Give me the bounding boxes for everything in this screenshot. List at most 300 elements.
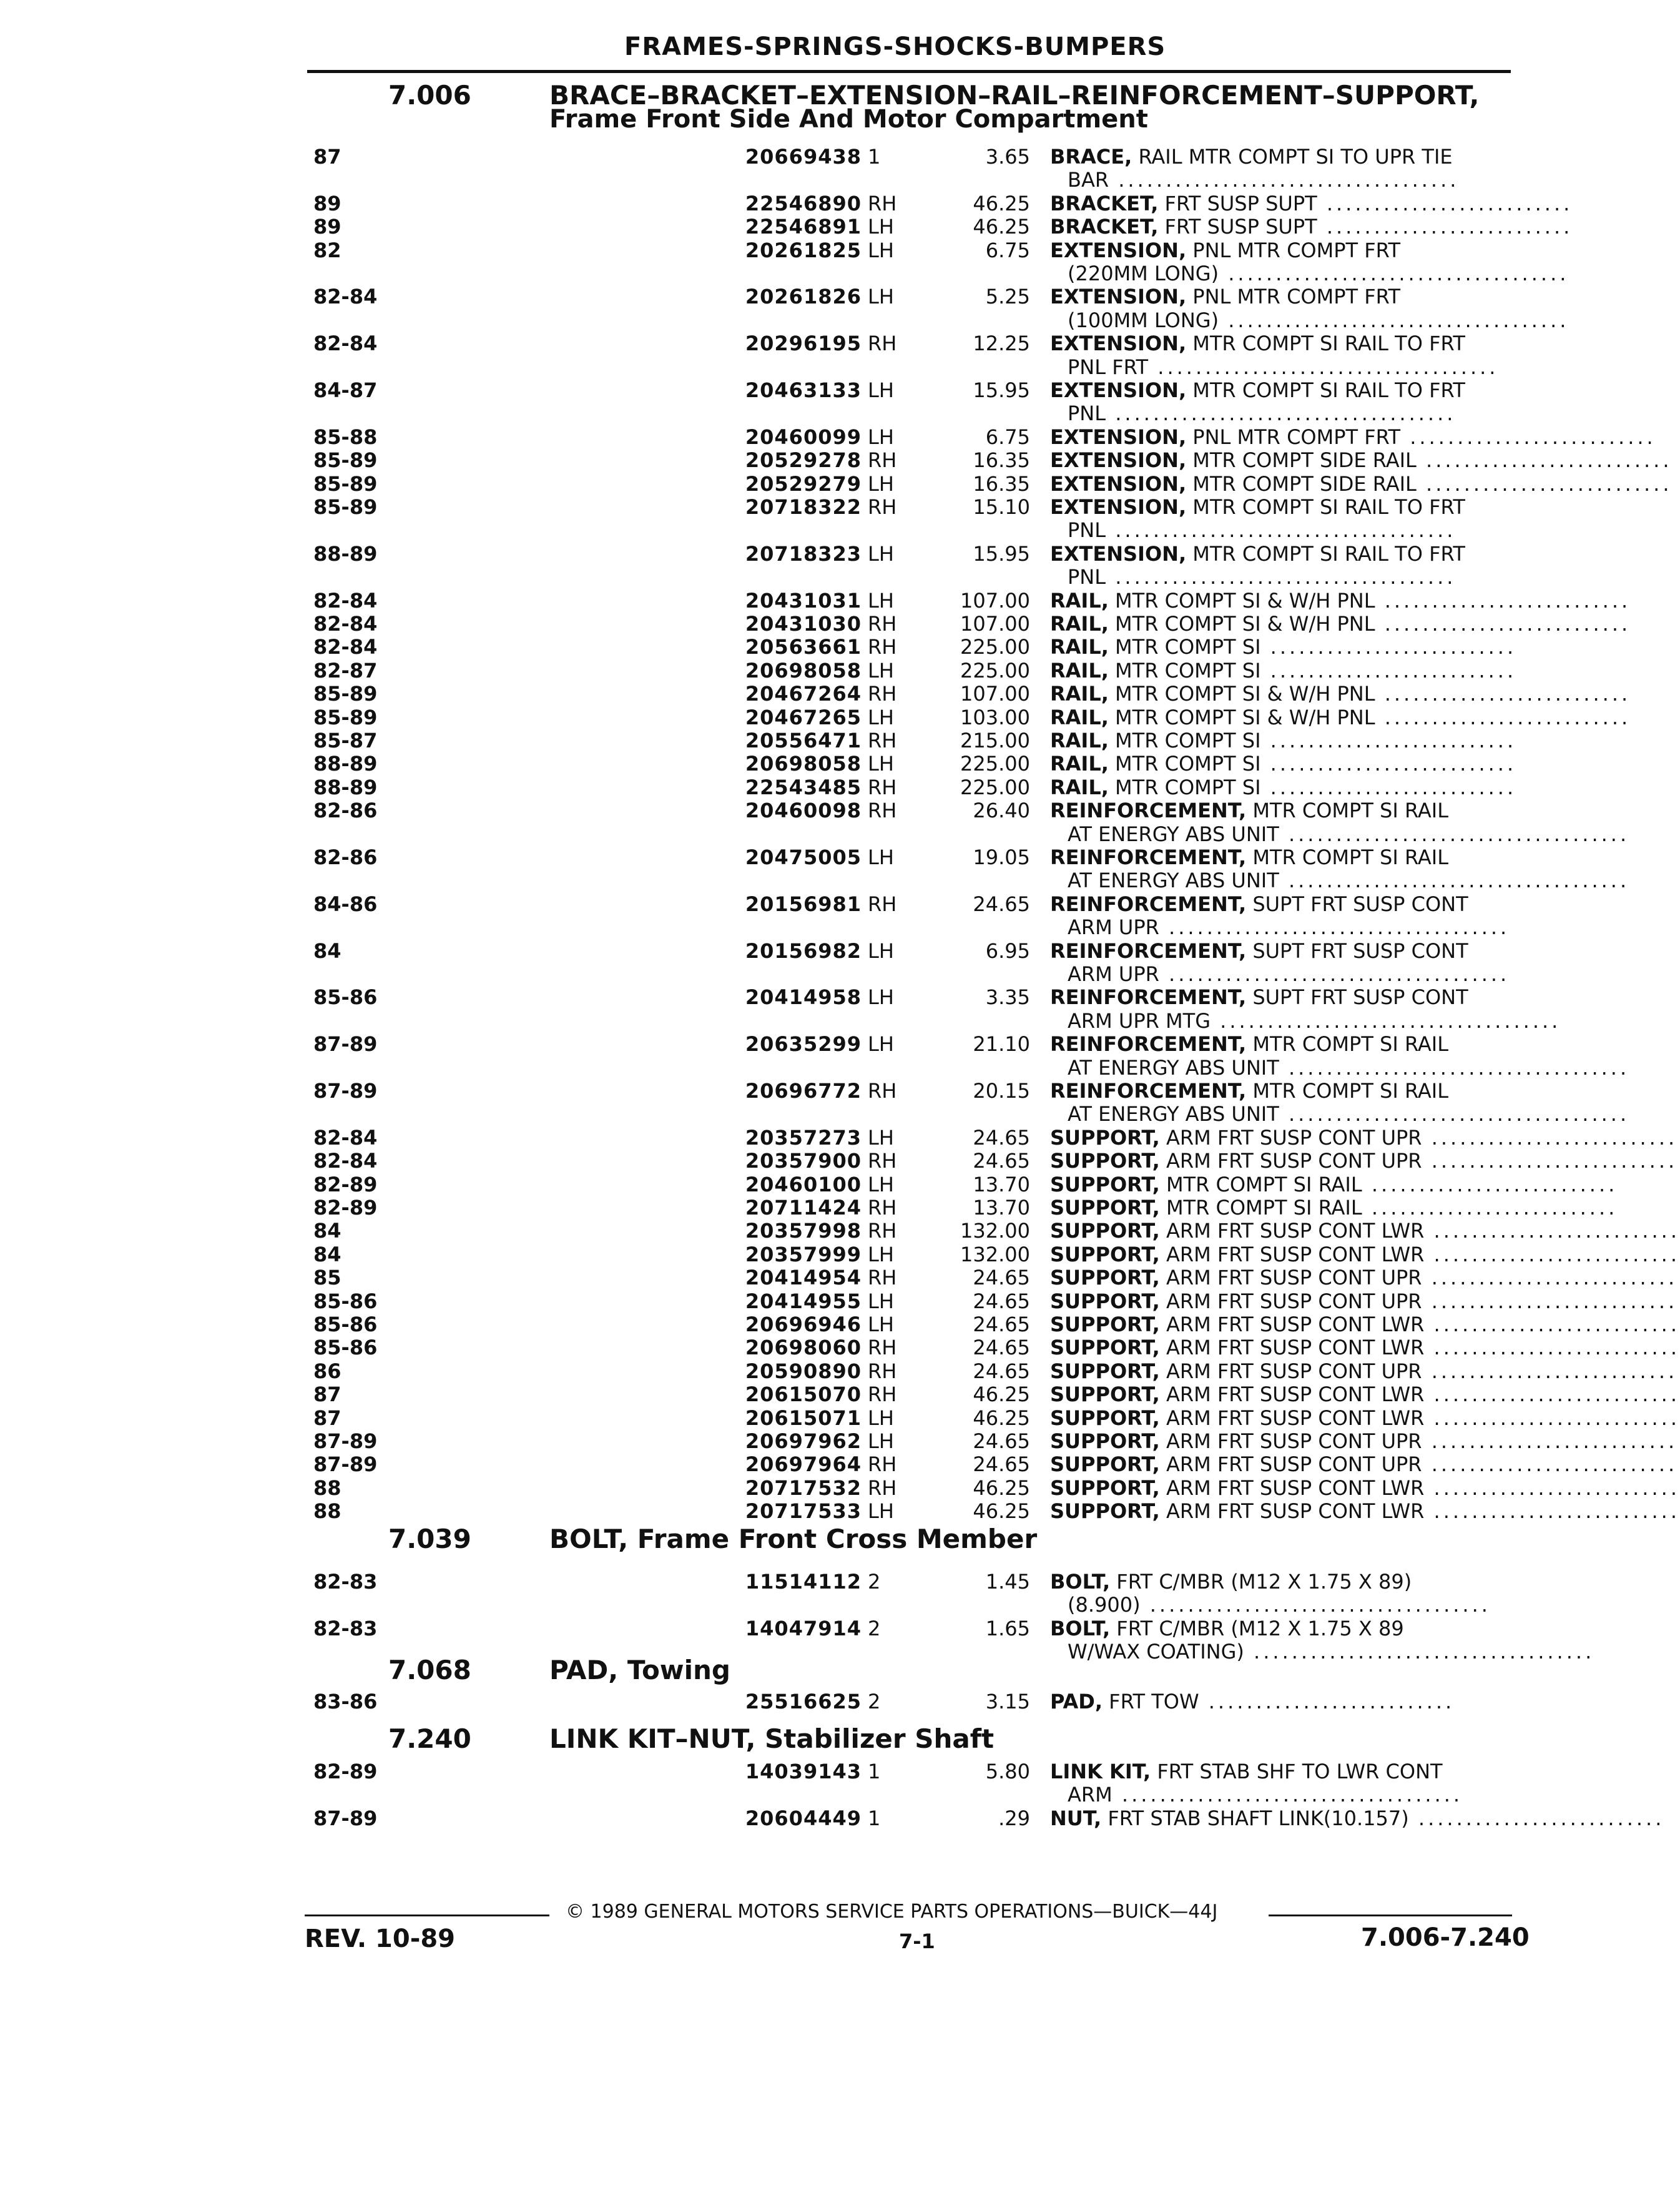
part-number: 20475005 <box>745 845 862 869</box>
parts-row <box>0 1219 1680 1243</box>
description <box>1050 588 1631 613</box>
leader-dots: .......................... <box>1416 448 1673 473</box>
model-years: 87-89 <box>313 1079 378 1103</box>
part-number: 22546890 <box>745 191 862 215</box>
quantity-side: 1 <box>868 145 881 169</box>
model-years: 85-88 <box>313 425 378 449</box>
section-title: LINK KIT–NUT, Stabilizer Shaft <box>549 1723 995 1754</box>
leader-dots: .......................... <box>1422 1429 1678 1453</box>
description-text: ARM FRT SUSP CONT LWR <box>1166 1406 1425 1430</box>
parts-row-continuation <box>0 262 1578 285</box>
spacer <box>1186 239 1192 262</box>
part-number: 11514112 <box>745 1570 862 1594</box>
quantity-side: RH <box>868 1359 897 1383</box>
quantity-side: LH <box>868 845 894 869</box>
description-text: ARM FRT SUSP CONT UPR <box>1166 1452 1422 1477</box>
description-noun: SUPPORT, <box>1050 1196 1160 1220</box>
model-years: 85-86 <box>313 1289 378 1313</box>
description <box>1050 1079 1512 1103</box>
price: 24.65 <box>973 1266 1030 1290</box>
leader-dots: .......................... <box>1424 1406 1680 1430</box>
price: 26.40 <box>973 799 1030 823</box>
parts-row <box>0 542 1578 566</box>
price: 24.65 <box>973 1429 1030 1453</box>
description-continuation <box>1068 262 1569 285</box>
description <box>1050 495 1512 519</box>
parts-row-continuation <box>0 869 1630 893</box>
part-number: 20697962 <box>745 1429 862 1453</box>
part-number: 20414954 <box>745 1266 862 1290</box>
description-noun: SUPPORT, <box>1050 1125 1160 1150</box>
price: 6.95 <box>985 939 1030 963</box>
spacer <box>1110 1617 1116 1640</box>
part-number: 20698060 <box>745 1336 862 1360</box>
parts-row <box>0 729 1578 752</box>
spacer <box>1160 1126 1166 1150</box>
description-noun: RAIL, <box>1050 682 1109 706</box>
model-years: 87 <box>313 145 341 169</box>
quantity-side: 1 <box>868 1760 881 1783</box>
quantity-side: 1 <box>868 1806 881 1830</box>
model-years: 89 <box>313 191 341 215</box>
parts-row <box>0 845 1578 869</box>
description <box>1050 985 1512 1009</box>
spacer <box>1110 1570 1116 1594</box>
description-text: FRT TOW <box>1109 1690 1199 1713</box>
part-number: 20615070 <box>745 1382 862 1407</box>
spacer <box>1109 589 1115 613</box>
parts-row <box>0 378 1578 402</box>
description-text: MTR COMPT SI RAIL <box>1166 1196 1362 1220</box>
leader-dots: .................................... <box>1106 565 1456 589</box>
section-number: 7.240 <box>388 1723 471 1754</box>
parts-row <box>0 682 1631 706</box>
description-noun: SUPPORT, <box>1050 1429 1160 1453</box>
price: 20.15 <box>973 1079 1030 1103</box>
quantity-side: LH <box>868 588 894 613</box>
description-noun: EXTENSION, <box>1050 332 1187 356</box>
description-text: ARM FRT SUSP CONT LWR <box>1166 1382 1425 1407</box>
parts-row-continuation <box>0 1102 1630 1126</box>
description-continuation-text: AT ENERGY ABS UNIT <box>1068 1055 1279 1080</box>
price: 225.00 <box>960 635 1030 659</box>
description <box>1050 425 1656 449</box>
description-text: ARM FRT SUSP CONT UPR <box>1166 1266 1422 1290</box>
description-continuation <box>1068 1008 1561 1033</box>
part-number: 20357273 <box>745 1125 862 1150</box>
model-years: 85-89 <box>313 495 378 519</box>
parts-row <box>0 1570 1578 1594</box>
model-years: 84 <box>313 939 341 963</box>
description-continuation <box>1068 168 1512 192</box>
model-years: 85-89 <box>313 705 378 729</box>
part-number: 20431031 <box>745 588 862 613</box>
leader-dots: .................................... <box>1219 308 1569 332</box>
parts-row <box>0 285 1578 308</box>
parts-row <box>0 1690 1578 1713</box>
model-years: 88 <box>313 1499 341 1524</box>
section-title: BRACE–BRACKET–EXTENSION–RAIL–REINFORCEMENT–SUPPORT, <box>549 80 1480 111</box>
parts-row-continuation <box>0 1640 1595 1664</box>
description-noun: SUPPORT, <box>1050 1406 1160 1430</box>
model-years: 88 <box>313 1476 341 1500</box>
spacer <box>1132 145 1138 169</box>
spacer <box>1160 1359 1166 1383</box>
quantity-side: RH <box>868 1336 897 1360</box>
part-number: 20431030 <box>745 612 862 636</box>
description <box>1050 1617 1512 1640</box>
part-number: 20556471 <box>745 729 862 752</box>
price: 24.65 <box>973 1359 1030 1383</box>
parts-row <box>0 1289 1678 1313</box>
price: 21.10 <box>973 1032 1030 1057</box>
part-number: 20717532 <box>745 1476 862 1500</box>
price: 24.65 <box>973 1313 1030 1336</box>
quantity-side: RH <box>868 775 897 799</box>
description-continuation-text: AT ENERGY ABS UNIT <box>1068 869 1279 893</box>
parts-row <box>0 1359 1678 1383</box>
parts-row <box>0 145 1578 169</box>
leader-dots: .......................... <box>1422 1289 1678 1313</box>
quantity-side: LH <box>868 985 894 1010</box>
description <box>1050 1499 1680 1524</box>
quantity-side: LH <box>868 238 894 262</box>
spacer <box>1160 1429 1166 1453</box>
model-years: 84-86 <box>313 892 378 916</box>
description-noun: SUPPORT, <box>1050 1382 1160 1407</box>
description-text: MTR COMPT SI & W/H PNL <box>1115 588 1375 613</box>
description <box>1050 1452 1678 1477</box>
description <box>1050 799 1512 822</box>
model-years: 82-83 <box>313 1570 378 1594</box>
description-noun: EXTENSION, <box>1050 495 1187 519</box>
description-noun: REINFORCEMENT, <box>1050 892 1247 916</box>
description-noun: EXTENSION, <box>1050 448 1187 473</box>
description-text: ARM FRT SUSP CONT LWR <box>1166 1242 1425 1266</box>
description <box>1050 705 1631 729</box>
model-years: 85-89 <box>313 682 378 706</box>
parts-row <box>0 1806 1665 1830</box>
leader-dots: .......................... <box>1317 215 1573 239</box>
description-continuation <box>1068 308 1569 332</box>
description <box>1050 1406 1680 1430</box>
leader-dots: .......................... <box>1362 1196 1618 1220</box>
description-continuation <box>1068 402 1512 425</box>
model-years: 86 <box>313 1359 341 1383</box>
parts-row <box>0 471 1673 496</box>
leader-dots: .................................... <box>1106 518 1456 543</box>
description-noun: REINFORCEMENT, <box>1050 939 1247 963</box>
part-number: 20590890 <box>745 1359 862 1383</box>
model-years: 85 <box>313 1266 341 1290</box>
description-text: MTR COMPT SIDE RAIL <box>1192 448 1417 473</box>
description-noun: SUPPORT, <box>1050 1219 1160 1243</box>
parts-row-continuation <box>0 1009 1578 1033</box>
leader-dots: .......................... <box>1424 1336 1680 1360</box>
part-number: 20529278 <box>745 448 862 473</box>
spacer <box>1151 1760 1157 1783</box>
description-continuation-text: ARM UPR <box>1068 962 1159 986</box>
description <box>1050 332 1512 355</box>
leader-dots: .................................... <box>1279 822 1630 846</box>
spacer <box>1186 378 1192 402</box>
part-number: 20467265 <box>745 705 862 729</box>
description-text: MTR COMPT SI RAIL <box>1166 1172 1362 1196</box>
model-years: 82-84 <box>313 285 378 309</box>
part-number: 20460099 <box>745 425 862 449</box>
description-text: MTR COMPT SI <box>1115 635 1261 659</box>
price: 16.35 <box>973 471 1030 496</box>
part-number: 20156981 <box>745 892 862 916</box>
model-years: 85-86 <box>313 985 378 1010</box>
description-continuation-text: BAR <box>1068 168 1109 192</box>
price: 24.65 <box>973 892 1030 916</box>
description <box>1050 845 1512 869</box>
parts-row-continuation <box>0 168 1578 192</box>
quantity-side: RH <box>868 1196 897 1220</box>
model-years: 82 <box>313 238 341 262</box>
parts-row <box>0 1406 1680 1430</box>
description <box>1050 612 1631 636</box>
part-number: 14047914 <box>745 1616 862 1640</box>
leader-dots: .......................... <box>1424 1242 1680 1266</box>
parts-row <box>0 495 1578 519</box>
description-text: ARM FRT SUSP CONT UPR <box>1166 1429 1422 1453</box>
spacer <box>1246 1079 1252 1103</box>
description-noun: SUPPORT, <box>1050 1266 1160 1290</box>
model-years: 88-89 <box>313 752 378 776</box>
model-years: 82-83 <box>313 1616 378 1640</box>
part-number: 20261825 <box>745 238 862 262</box>
section-number: 7.068 <box>388 1655 471 1685</box>
model-years: 82-89 <box>313 1172 378 1196</box>
parts-row <box>0 776 1578 799</box>
description-continuation-text: (8.900) <box>1068 1593 1141 1617</box>
price: 3.15 <box>985 1690 1030 1713</box>
leader-dots: .......................... <box>1422 1125 1678 1150</box>
description-text: ARM FRT SUSP CONT LWR <box>1166 1336 1425 1360</box>
parts-row <box>0 1313 1680 1336</box>
section-title: BOLT, Frame Front Cross Member <box>549 1524 1038 1554</box>
description <box>1050 285 1512 308</box>
description-text: ARM FRT SUSP CONT LWR <box>1166 1313 1425 1336</box>
model-years: 82-84 <box>313 635 378 659</box>
description-text: PNL MTR COMPT FRT <box>1192 285 1401 309</box>
description-continuation <box>1068 962 1512 986</box>
model-years: 82-89 <box>313 1196 378 1220</box>
leader-dots: .......................... <box>1422 1149 1678 1173</box>
quantity-side: 2 <box>868 1616 881 1640</box>
quantity-side: LH <box>868 285 894 309</box>
description-text: ARM FRT SUSP CONT UPR <box>1166 1359 1422 1383</box>
spacer <box>1160 1196 1166 1220</box>
price: 5.80 <box>985 1760 1030 1783</box>
spacer <box>1186 448 1192 472</box>
quantity-side: RH <box>868 1149 897 1173</box>
part-number: 20357900 <box>745 1149 862 1173</box>
leader-dots: .......................... <box>1424 1476 1680 1500</box>
leader-dots: .................................... <box>1279 1055 1630 1080</box>
spacer <box>1160 1499 1166 1523</box>
description-text: MTR COMPT SI <box>1115 729 1261 752</box>
parts-row <box>0 192 1578 215</box>
parts-row <box>0 425 1656 449</box>
description-text: FRT SUSP SUPT <box>1164 215 1317 239</box>
description <box>1050 1266 1678 1290</box>
description-noun: RAIL, <box>1050 729 1109 752</box>
leader-dots: .......................... <box>1416 471 1673 496</box>
leader-dots: .......................... <box>1375 682 1631 706</box>
parts-row <box>0 612 1631 636</box>
model-years: 82-84 <box>313 332 378 356</box>
description-continuation-text: W/WAX COATING) <box>1068 1640 1244 1664</box>
description <box>1050 471 1673 496</box>
price: 24.65 <box>973 1289 1030 1313</box>
price: 132.00 <box>960 1242 1030 1266</box>
description <box>1050 1313 1680 1336</box>
description-text: SUPT FRT SUSP CONT <box>1252 892 1468 916</box>
model-years: 85-89 <box>313 471 378 496</box>
price: 3.65 <box>985 145 1030 169</box>
price: 6.75 <box>985 425 1030 449</box>
part-number: 20467264 <box>745 682 862 706</box>
price: 13.70 <box>973 1172 1030 1196</box>
parts-row <box>0 1499 1680 1524</box>
quantity-side: LH <box>868 1172 894 1196</box>
price: 46.25 <box>973 1382 1030 1407</box>
description-noun: LINK KIT, <box>1050 1760 1151 1783</box>
price: 15.10 <box>973 495 1030 519</box>
description-text: MTR COMPT SI & W/H PNL <box>1115 682 1375 706</box>
description <box>1050 1289 1678 1313</box>
price: 107.00 <box>960 612 1030 636</box>
footer-rule-right <box>1269 1915 1512 1916</box>
leader-dots: .................................... <box>1159 962 1510 986</box>
description <box>1050 542 1512 566</box>
description-text: ARM FRT SUSP CONT UPR <box>1166 1289 1422 1313</box>
description-continuation <box>1068 355 1512 379</box>
part-number: 20717533 <box>745 1499 862 1524</box>
leader-dots: .......................... <box>1424 1382 1680 1407</box>
part-number: 22543485 <box>745 775 862 799</box>
spacer <box>1158 192 1164 215</box>
spacer <box>1158 215 1164 239</box>
description-text: PNL MTR COMPT FRT <box>1192 425 1401 449</box>
price: 1.45 <box>985 1570 1030 1594</box>
leader-dots: .................................... <box>1112 1783 1463 1807</box>
quantity-side: LH <box>868 1499 894 1524</box>
leader-dots: .......................... <box>1362 1172 1618 1196</box>
parts-row <box>0 659 1578 683</box>
price: 16.35 <box>973 448 1030 473</box>
description-text: MTR COMPT SI & W/H PNL <box>1115 612 1375 636</box>
spacer <box>1109 729 1115 752</box>
price: 103.00 <box>960 705 1030 729</box>
model-years: 87-89 <box>313 1032 378 1057</box>
leader-dots: .......................... <box>1260 635 1517 659</box>
leader-dots: .......................... <box>1424 1313 1680 1336</box>
price: 107.00 <box>960 682 1030 706</box>
description-continuation <box>1068 915 1512 939</box>
spacer <box>1246 1032 1252 1056</box>
price: 215.00 <box>960 729 1030 752</box>
leader-dots: .......................... <box>1408 1806 1665 1830</box>
description-noun: REINFORCEMENT, <box>1050 985 1247 1010</box>
leader-dots: .......................... <box>1375 705 1631 729</box>
model-years: 84 <box>313 1242 341 1266</box>
parts-row-continuation <box>0 518 1578 542</box>
model-years: 87-89 <box>313 1452 378 1477</box>
parts-row-continuation <box>0 962 1578 986</box>
quantity-side: LH <box>868 471 894 496</box>
quantity-side: RH <box>868 1079 897 1103</box>
description-text: PNL MTR COMPT FRT <box>1192 238 1401 262</box>
parts-row-continuation <box>0 308 1578 332</box>
spacer <box>1186 285 1192 308</box>
description-noun: RAIL, <box>1050 635 1109 659</box>
quantity-side: 2 <box>868 1690 881 1713</box>
spacer <box>1160 1313 1166 1336</box>
part-number: 20529279 <box>745 471 862 496</box>
model-years: 82-87 <box>313 658 378 683</box>
price: 107.00 <box>960 588 1030 613</box>
description-text: MTR COMPT SI & W/H PNL <box>1115 705 1375 729</box>
description-continuation <box>1068 1640 1595 1664</box>
description-text: MTR COMPT SI RAIL TO FRT <box>1192 541 1465 566</box>
model-years: 82-86 <box>313 845 378 869</box>
quantity-side: RH <box>868 191 897 215</box>
description-noun: EXTENSION, <box>1050 425 1187 449</box>
part-number: 20414955 <box>745 1289 862 1313</box>
part-number: 20460098 <box>745 799 862 823</box>
quantity-side: 2 <box>868 1570 881 1594</box>
part-number: 20357998 <box>745 1219 862 1243</box>
footer-copyright: © 1989 GENERAL MOTORS SERVICE PARTS OPERATIONS—BUICK—44J <box>566 1901 1218 1923</box>
description <box>1050 1359 1678 1383</box>
description <box>1050 1570 1512 1594</box>
price: 46.25 <box>973 215 1030 239</box>
leader-dots: .................................... <box>1140 1593 1491 1617</box>
spacer <box>1160 1406 1166 1430</box>
description <box>1050 1242 1680 1266</box>
description-text: MTR COMPT SI <box>1115 752 1261 776</box>
price: 1.65 <box>985 1616 1030 1640</box>
model-years: 87 <box>313 1382 341 1407</box>
description-continuation-text: ARM <box>1068 1783 1113 1807</box>
quantity-side: LH <box>868 658 894 683</box>
description-text: FRT SUSP SUPT <box>1164 191 1317 215</box>
quantity-side: LH <box>868 939 894 963</box>
description <box>1050 1032 1512 1056</box>
quantity-side: LH <box>868 1125 894 1150</box>
leader-dots: .................................... <box>1109 168 1460 192</box>
price: 3.35 <box>985 985 1030 1010</box>
leader-dots: .................................... <box>1244 1640 1595 1664</box>
spacer <box>1246 845 1252 869</box>
description-noun: BOLT, <box>1050 1616 1111 1640</box>
spacer <box>1160 1336 1166 1359</box>
spacer <box>1160 1149 1166 1173</box>
model-years: 82-86 <box>313 799 378 823</box>
parts-row <box>0 448 1673 473</box>
description-continuation <box>1068 1102 1630 1126</box>
description <box>1050 892 1512 916</box>
description-text: MTR COMPT SI <box>1115 658 1261 683</box>
parts-row <box>0 1266 1678 1290</box>
description-text: MTR COMPT SI RAIL TO FRT <box>1192 495 1465 519</box>
description-noun: EXTENSION, <box>1050 285 1187 309</box>
part-number: 20696946 <box>745 1313 862 1336</box>
